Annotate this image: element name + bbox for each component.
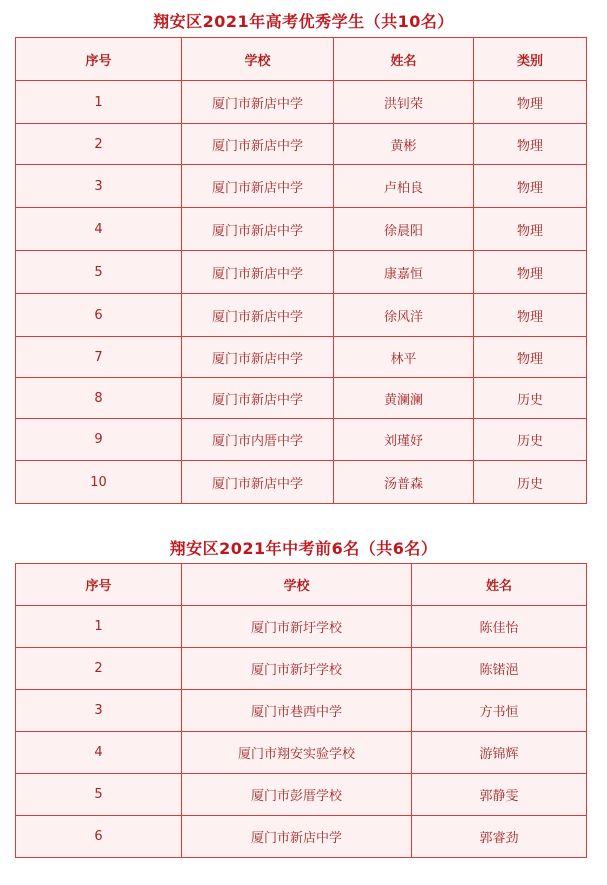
cell-name: 郭静雯 xyxy=(412,774,587,816)
cell-name: 徐晨阳 xyxy=(334,208,474,251)
cell-index: 6 xyxy=(16,816,182,858)
cell-school: 厦门市新店中学 xyxy=(182,294,334,337)
zhongkao-table-title: 翔安区2021年中考前6名（共6名） xyxy=(169,539,438,558)
cell-index: 4 xyxy=(16,208,182,251)
cell-index: 1 xyxy=(16,81,182,124)
cell-name: 黄澜澜 xyxy=(334,378,474,419)
cell-name: 刘瑾妤 xyxy=(334,419,474,461)
cell-index: 7 xyxy=(16,337,182,378)
cell-index: 10 xyxy=(16,461,182,504)
cell-school: 厦门市新店中学 xyxy=(182,337,334,378)
cell-school: 厦门市新店中学 xyxy=(182,378,334,419)
table-row xyxy=(16,208,587,251)
table-row xyxy=(16,251,587,294)
cell-school: 厦门市新店中学 xyxy=(182,124,334,165)
cell-school: 厦门市巷西中学 xyxy=(182,690,412,732)
gaokao-students-table xyxy=(15,37,587,504)
cell-category: 物理 xyxy=(474,124,587,165)
cell-school: 厦门市内厝中学 xyxy=(182,419,334,461)
cell-category: 历史 xyxy=(474,461,587,504)
table-row xyxy=(16,337,587,378)
header-index: 序号 xyxy=(16,564,182,606)
table-row xyxy=(16,816,587,858)
cell-school: 厦门市新店中学 xyxy=(182,251,334,294)
header-name: 姓名 xyxy=(334,38,474,81)
cell-name: 陈佳怡 xyxy=(412,606,587,648)
cell-school: 厦门市新店中学 xyxy=(182,81,334,124)
cell-index: 2 xyxy=(16,648,182,690)
cell-name: 陈锘浥 xyxy=(412,648,587,690)
header-category: 类别 xyxy=(474,38,587,81)
header-name: 姓名 xyxy=(412,564,587,606)
table-row xyxy=(16,294,587,337)
cell-school: 厦门市新店中学 xyxy=(182,461,334,504)
header-school: 学校 xyxy=(182,38,334,81)
cell-index: 2 xyxy=(16,124,182,165)
header-index: 序号 xyxy=(16,38,182,81)
cell-index: 1 xyxy=(16,606,182,648)
cell-name: 郭睿劲 xyxy=(412,816,587,858)
table-row xyxy=(16,165,587,208)
table-row xyxy=(16,648,587,690)
cell-name: 康嘉恒 xyxy=(334,251,474,294)
header-school: 学校 xyxy=(182,564,412,606)
table-row xyxy=(16,419,587,461)
table-row xyxy=(16,378,587,419)
table-row xyxy=(16,690,587,732)
cell-school: 厦门市彭厝学校 xyxy=(182,774,412,816)
cell-index: 6 xyxy=(16,294,182,337)
table-row xyxy=(16,774,587,816)
cell-name: 洪钊荣 xyxy=(334,81,474,124)
cell-school: 厦门市新圩学校 xyxy=(182,648,412,690)
cell-index: 5 xyxy=(16,251,182,294)
cell-school: 厦门市翔安实验学校 xyxy=(182,732,412,774)
cell-name: 方书恒 xyxy=(412,690,587,732)
table-header-row xyxy=(16,38,587,81)
cell-category: 物理 xyxy=(474,81,587,124)
cell-category: 物理 xyxy=(474,337,587,378)
cell-index: 3 xyxy=(16,165,182,208)
cell-name: 汤普森 xyxy=(334,461,474,504)
cell-school: 厦门市新店中学 xyxy=(182,165,334,208)
table-row xyxy=(16,606,587,648)
cell-index: 5 xyxy=(16,774,182,816)
cell-index: 3 xyxy=(16,690,182,732)
table-row xyxy=(16,81,587,124)
cell-name: 游锦辉 xyxy=(412,732,587,774)
cell-category: 历史 xyxy=(474,378,587,419)
cell-name: 黄彬 xyxy=(334,124,474,165)
cell-category: 历史 xyxy=(474,419,587,461)
cell-school: 厦门市新店中学 xyxy=(182,816,412,858)
cell-category: 物理 xyxy=(474,251,587,294)
cell-index: 9 xyxy=(16,419,182,461)
cell-category: 物理 xyxy=(474,208,587,251)
cell-index: 4 xyxy=(16,732,182,774)
gaokao-table-title: 翔安区2021年高考优秀学生（共10名） xyxy=(153,12,454,31)
table-header-row xyxy=(16,564,587,606)
cell-name: 徐风洋 xyxy=(334,294,474,337)
cell-name: 林平 xyxy=(334,337,474,378)
table-row xyxy=(16,732,587,774)
cell-school: 厦门市新店中学 xyxy=(182,208,334,251)
cell-category: 物理 xyxy=(474,294,587,337)
cell-category: 物理 xyxy=(474,165,587,208)
table-row xyxy=(16,124,587,165)
cell-index: 8 xyxy=(16,378,182,419)
table-row xyxy=(16,461,587,504)
zhongkao-top6-table xyxy=(15,563,587,858)
cell-school: 厦门市新圩学校 xyxy=(182,606,412,648)
cell-name: 卢柏良 xyxy=(334,165,474,208)
